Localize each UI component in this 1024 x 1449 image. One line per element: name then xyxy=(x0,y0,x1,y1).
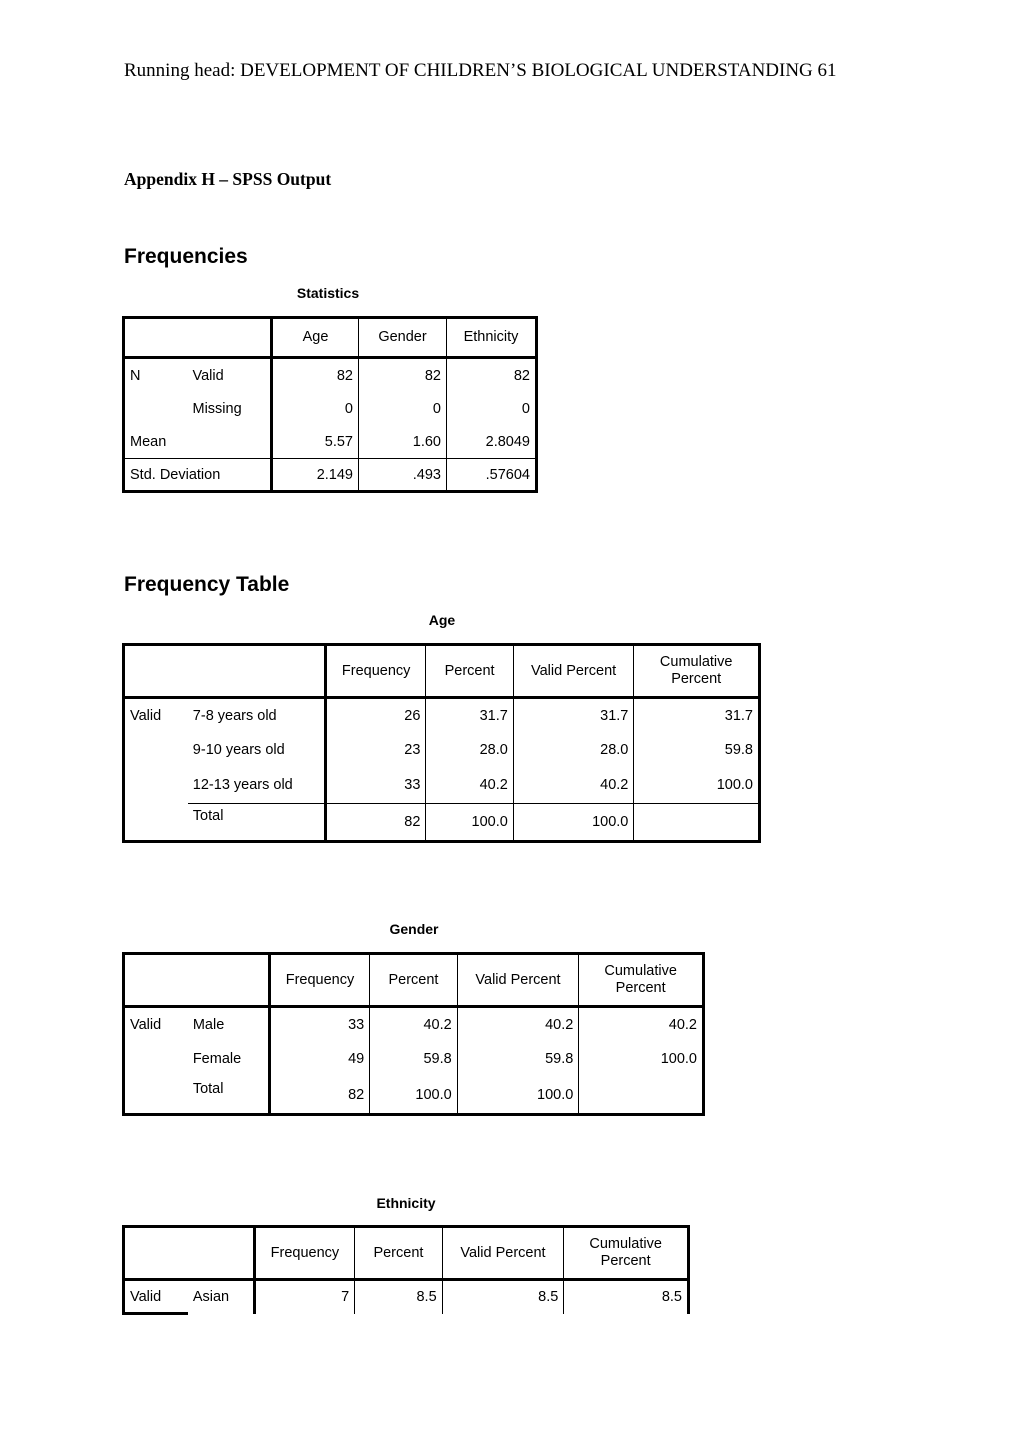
row-label: Asian xyxy=(188,1280,254,1314)
frequencies-heading: Frequencies xyxy=(124,245,248,268)
col-cumulative-percent xyxy=(564,1227,689,1280)
gender-corner-cell xyxy=(124,954,270,1007)
table-row xyxy=(124,1042,704,1077)
ethnicity-table xyxy=(122,1225,690,1315)
cell-value: 2.149 xyxy=(316,466,353,483)
cell-cumulative-percent: 100.0 xyxy=(634,768,760,804)
table-row xyxy=(124,733,760,768)
table-row xyxy=(124,1007,704,1042)
statistics-caption: Statistics xyxy=(296,285,360,301)
col-percent: Percent xyxy=(355,1227,442,1280)
statistics-col-gender: Gender xyxy=(359,318,447,358)
cell-value: 82 xyxy=(447,358,537,393)
cell-frequency: 26 xyxy=(404,707,421,724)
cell-value: 5.57 xyxy=(272,426,359,459)
row-label-total: Total xyxy=(188,1077,269,1115)
appendix-title: Appendix H – SPSS Output xyxy=(124,169,332,189)
cell-valid-percent: 40.2 xyxy=(457,1007,579,1042)
cell-frequency: 49 xyxy=(348,1051,365,1067)
cell-value: 0 xyxy=(359,393,447,426)
table-row xyxy=(124,393,537,426)
cell-cumulative-percent: 100.0 xyxy=(579,1042,704,1077)
cell-percent: 40.2 xyxy=(370,1007,457,1042)
cell-value: .57604 xyxy=(447,459,537,492)
col-cumulative-line2: Percent xyxy=(671,671,722,687)
col-cumulative-percent xyxy=(579,954,704,1007)
row-label: Mean xyxy=(124,426,272,459)
cell-valid-percent: 28.0 xyxy=(513,733,634,768)
cell-percent: 40.2 xyxy=(426,768,513,804)
table-row xyxy=(124,698,760,733)
row-label: 7-8 years old xyxy=(188,698,326,733)
cell-percent: 100.0 xyxy=(426,804,513,842)
cell-cumulative-percent: 31.7 xyxy=(634,698,760,733)
row-label: 12-13 years old xyxy=(188,768,326,804)
cell-frequency: 33 xyxy=(348,1016,365,1033)
row-sublabel: Missing xyxy=(188,393,272,426)
cell-value: .493 xyxy=(359,459,447,492)
valid-label: Valid xyxy=(130,1016,162,1033)
col-valid-percent: Valid Percent xyxy=(457,954,579,1007)
cell-value: 0 xyxy=(447,393,537,426)
col-cumulative-line1: Cumulative xyxy=(604,963,677,979)
cell-cumulative-percent: 8.5 xyxy=(564,1280,689,1314)
running-head: Running head: DEVELOPMENT OF CHILDREN’S BIOLOGICAL UNDERSTANDING 61 xyxy=(124,60,837,81)
row-sublabel: Valid xyxy=(188,358,272,393)
table-row xyxy=(124,804,760,842)
cell-frequency: 23 xyxy=(404,742,421,758)
ethnicity-caption: Ethnicity xyxy=(376,1195,436,1211)
gender-caption: Gender xyxy=(389,921,439,937)
cell-valid-percent: 100.0 xyxy=(457,1077,579,1115)
col-cumulative-percent xyxy=(634,645,760,698)
cell-value: 1.60 xyxy=(359,426,447,459)
statistics-col-age: Age xyxy=(272,318,359,358)
age-table xyxy=(122,643,761,843)
row-label: Male xyxy=(188,1007,269,1042)
row-label: N xyxy=(130,367,141,384)
col-cumulative-line1: Cumulative xyxy=(659,654,733,670)
cell-valid-percent: 59.8 xyxy=(457,1042,579,1077)
cell-valid-percent: 100.0 xyxy=(513,804,634,842)
col-percent: Percent xyxy=(426,645,513,698)
cell-percent: 28.0 xyxy=(426,733,513,768)
cell-valid-percent: 31.7 xyxy=(513,698,634,733)
cell-percent: 59.8 xyxy=(370,1042,457,1077)
table-row xyxy=(124,426,537,459)
age-header-row xyxy=(124,645,760,698)
cell-value: 0 xyxy=(344,401,353,417)
row-label xyxy=(124,393,188,426)
row-label-total: Total xyxy=(188,804,326,842)
row-label: Std. Deviation xyxy=(124,459,272,492)
ethnicity-corner-cell xyxy=(124,1227,255,1280)
statistics-header-row xyxy=(124,318,537,358)
cell-cumulative-percent: 59.8 xyxy=(634,733,760,768)
cell-cumulative-percent: 40.2 xyxy=(579,1007,704,1042)
table-row xyxy=(124,768,760,804)
cell-valid-percent: 8.5 xyxy=(442,1280,564,1314)
cell-value: 2.8049 xyxy=(447,426,537,459)
cell-value: 82 xyxy=(336,367,353,384)
cell-percent: 31.7 xyxy=(426,698,513,733)
col-valid-percent: Valid Percent xyxy=(442,1227,564,1280)
gender-table xyxy=(122,952,705,1116)
age-caption: Age xyxy=(428,612,456,628)
cell-cumulative-percent xyxy=(579,1077,704,1115)
table-row xyxy=(124,459,537,492)
statistics-table xyxy=(122,316,538,493)
frequency-table-heading: Frequency Table xyxy=(124,573,290,596)
col-frequency: Frequency xyxy=(254,1227,355,1280)
statistics-col-ethnicity: Ethnicity xyxy=(447,318,537,358)
cell-percent: 8.5 xyxy=(355,1280,442,1314)
col-frequency: Frequency xyxy=(325,645,425,698)
age-corner-cell xyxy=(124,645,326,698)
col-cumulative-line2: Percent xyxy=(600,1253,651,1269)
row-label: 9-10 years old xyxy=(188,733,326,768)
col-cumulative-line2: Percent xyxy=(615,980,666,996)
col-frequency: Frequency xyxy=(269,954,370,1007)
table-row xyxy=(124,358,537,393)
cell-frequency: 82 xyxy=(404,814,421,830)
col-cumulative-line1: Cumulative xyxy=(589,1236,662,1252)
valid-label: Valid xyxy=(130,707,162,724)
cell-frequency: 33 xyxy=(325,768,425,804)
cell-percent: 100.0 xyxy=(370,1077,457,1115)
cell-frequency: 82 xyxy=(348,1086,365,1103)
ethnicity-header-row xyxy=(124,1227,689,1280)
col-valid-percent: Valid Percent xyxy=(513,645,634,698)
cell-valid-percent: 40.2 xyxy=(513,768,634,804)
gender-header-row xyxy=(124,954,704,1007)
table-row xyxy=(124,1077,704,1115)
col-percent: Percent xyxy=(370,954,457,1007)
cell-value: 82 xyxy=(359,358,447,393)
cell-cumulative-percent xyxy=(634,804,760,842)
cell-frequency: 7 xyxy=(341,1289,350,1306)
row-label: Female xyxy=(188,1042,269,1077)
table-row xyxy=(124,1280,689,1314)
statistics-corner-cell xyxy=(124,318,272,358)
valid-label: Valid xyxy=(124,1280,188,1314)
